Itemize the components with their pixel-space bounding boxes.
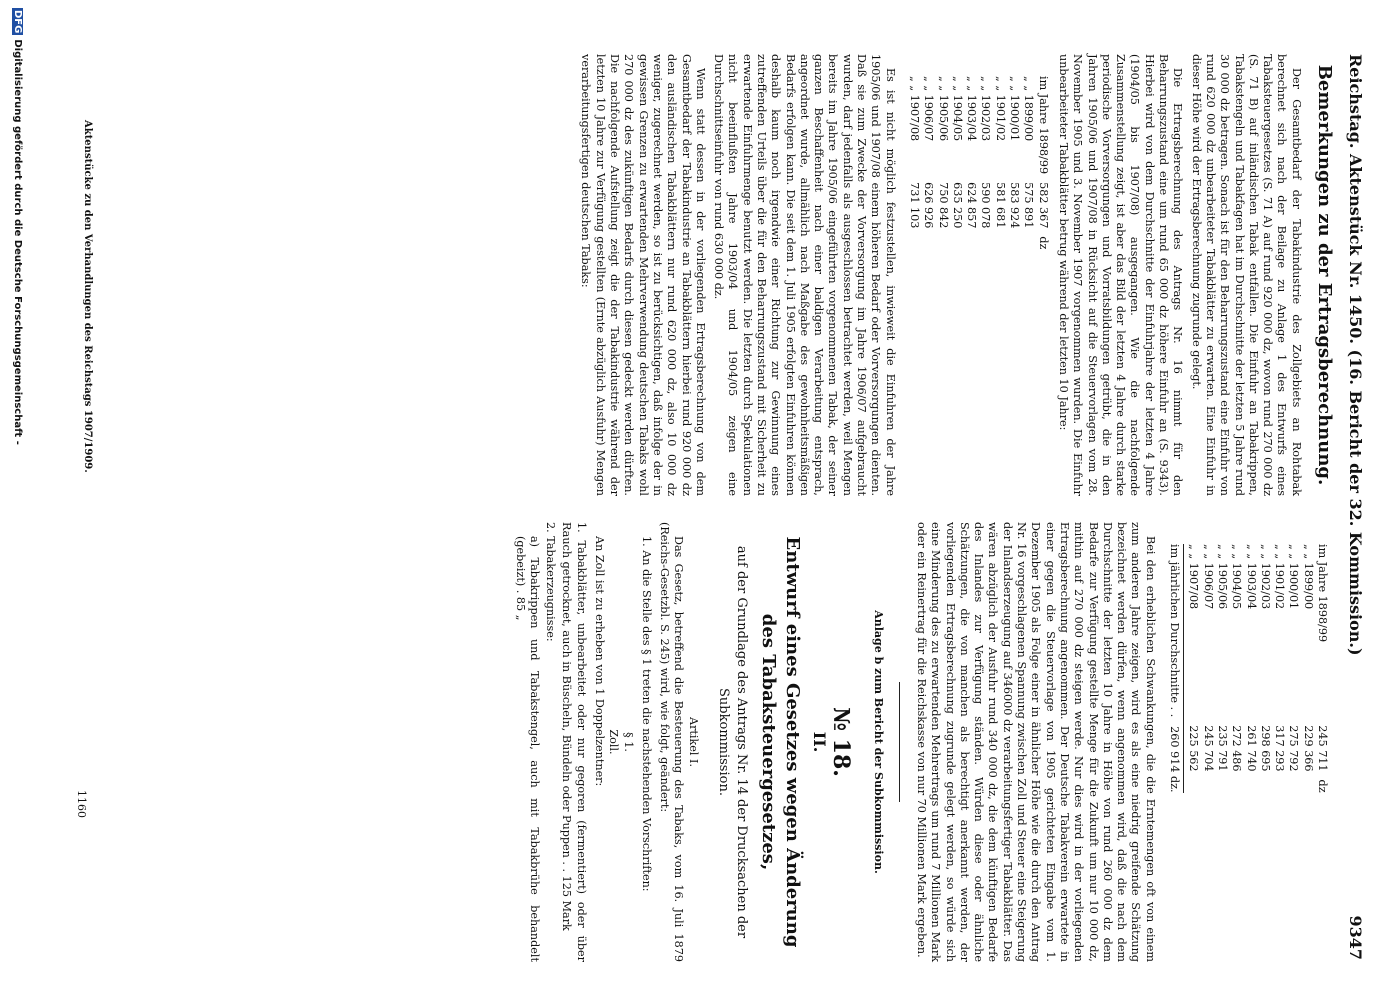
table-row [1300,540,1314,797]
table-cell-label: im Jahre 1898/99 [1036,76,1050,175]
table-row [950,72,964,253]
table-cell-label: „ „ 1906/07 [1201,544,1215,610]
table-row [964,72,978,253]
credit-text: Digitalisierung gefördert durch die Deutsche Forschungsgemeinschaft - [12,39,23,445]
right-column [510,522,1335,962]
table-cell-value: 298 695 [1258,725,1272,772]
table-row [1007,72,1021,253]
paragraph: Wenn statt dessen in der vorliegenden Ertragsberechnung von dem Gesamtbedarf der Tabakindustrie an Tabakblättern hierbei rund 920 000 dz den ausländischen Tabakblättern nur rund 620 000 dz, also 10 000 dz weniger, zugerechnet werden, so ist zu berücksichtigen, daß infolge der in gewissen Grenzen zu erwartenden Mehrverwendung deutschen Tabaks wohl 270 000 dz des zukünftigen Bedarfs durch diesen gedeckt werden dürften. Die nachfolgende Aufstellung zeigt die der Tabakindustrie während der letzten 10 Jahre zur Verfügung gestellten (Ernte abzüglich Ausfuhr) Mengen verarbeitungsfertigen deutschen Tabaks: [579,54,707,496]
table-cell-label: „ „ 1907/08 [907,76,921,142]
table-cell-label: „ „ 1907/08 [1187,544,1201,610]
table-row [1215,540,1229,797]
table-cell-value: 581 681 [993,182,1007,229]
table-cell-value: 590 078 [979,182,993,229]
table-row [1035,72,1049,253]
dfg-logo: DFG [12,10,23,34]
paragraph: Es ist nicht möglich festzustellen, inwieweit die Einfuhren der Jahre 1905/06 und 1907/08 einem höheren Bedarf oder Vorversorgungen dienten. Daß sie zum Zwecke der Vorversorgung im Jahre 1906/07 aufgebraucht wurden, darf jedenfalls als ausgeschlossen betrachtet werden, weil Mengen bereits im Jahre 1905/06 eingeführten vorgenommenen Tabak, der seiner ganzen Beschaffenheit nach einer baldigen Verarbeitung entsprach, angeordnet wurde, allmählich nach Maßgabe des gewohnheitsmäßigen Bedarfs erfolgen kann. Die seit dem 1. Juli 1905 erfolgten Einfuhren können deshalb kaum noch irgendwie einer Richtung zur Gewinnung eines zutreffenden Urteils über die für den Beharrungszustand mit Sicherheit zu erwartende Einfuhrmenge benutzt werden. Die letzten durch Spekulationen nicht beeinflußten Jahre 1903/04 und 1904/05 zeigen eine Durchschnittseinfuhr von rund 630 000 dz. [712,54,897,496]
table-cell-unit [992,232,1006,253]
table-cell-value: 750 842 [936,182,950,229]
table-cell-unit [1186,776,1200,797]
table-cell-label: „ „ 1899/00 [1301,544,1315,610]
table-row [1315,540,1329,797]
annex-label: Anlage b zum Bericht der Subkommission. [871,610,885,874]
table-cell-label: „ „ 1902/03 [1258,544,1272,610]
running-header: Reichstag. Aktenstück Nr. 1450. (16. Bericht der 32. Kommission.) [1346,54,1365,656]
table-cell-unit [1229,776,1243,797]
average-value: 260 914 dz. [1168,726,1182,793]
table-cell-value: 575 891 [1022,182,1036,229]
table-row [1272,540,1286,797]
table-cell-value: 731 103 [907,182,921,229]
table-cell-label: „ „ 1903/04 [965,76,979,142]
table-cell-unit: dz [1036,236,1050,250]
table-cell-unit [1258,776,1272,797]
table-cell-label: „ „ 1905/06 [936,76,950,142]
table-row [921,72,935,253]
table-row [1186,540,1200,797]
table-cell-value: 624 857 [965,182,979,229]
table-cell-value: 626 926 [922,182,936,229]
table-cell-value: 261 740 [1244,725,1258,772]
table-row [1200,540,1214,797]
table-cell-value: 275 792 [1287,725,1301,772]
table-row [1258,540,1272,797]
table-cell-unit [1243,776,1257,797]
list-item: 1. Tabakblätter, unbearbeitet oder nur gegoren (fermentiert) oder über Rauch getrocknet, auch in Büscheln, Bündeln oder Puppen . . 125 Mark [560,522,588,962]
table-cell-label: „ „ 1903/04 [1244,544,1258,610]
table-cell-unit [935,232,949,253]
paragraph: Die Ertragsberechnung des Antrags Nr. 16 nimmt für den Beharrungszustand eine um rund 65 000 dz höhere Einfuhr an (S. 9343). Hierbei wird von dem Durchschnitte der Einfuhrjahre der letzten 4 Jahre (1904/05 bis 1907/08) ausgegangen. Wie die nachfolgende Zusammenstellung zeigt, ist aber das Bild der letzten 4 Jahre durch starke periodische Vorversorgungen und Vorratsbildungen getrübt, die in den Jahren 1905/06 und 1907/08 in Rücksicht auf die Steuervorlagen vom 28. November 1905 und 3. November 1907 vorgenommen wurden. Die Einfuhr unbearbeiteter Tabakblätter betrug während der letzten 10 Jahre: [1056,54,1185,496]
table-cell-value: 583 924 [1008,182,1022,229]
table-cell-value: 245 704 [1201,725,1215,772]
page-number-top: 9347 [1346,915,1365,960]
table-cell-label: „ „ 1900/01 [1008,76,1022,142]
section-heading: Zoll. [607,729,621,755]
paragraph: An Zoll ist zu erheben von 1 Doppelzentner: [593,536,607,787]
table-row [935,72,949,253]
paragraph: Der Gesamtbedarf der Tabakindustrie des Zollgebiets an Rohtabak berechnet sich nach der Beilage zu Anlage 1 des Entwurfs eines Tabaksteuergesetzes (S. 71 A) auf rund 920 000 dz, wovon rund 270 000 dz (S. 71 B) auf inländischen Tabak entfallen. Die Einfuhr an Tabakrippen, Tabakstengeln und Tabakfagen hat im Durchschnitte der letzten 5 Jahre rund 30 000 dz betragen. Sonach ist für den Beharrungszustand eine Einfuhr von rund 620 000 dz unbearbeiteter Tabakblätter zu erwarten. Eine Einfuhr in dieser Höhe wird der Ertragsberechnung zugrunde gelegt. [1189,54,1303,496]
table-cell-value: 229 366 [1301,725,1315,772]
table-cell-value: 225 562 [1187,725,1201,772]
table-cell-unit [1286,776,1300,797]
section-sign: § 1. [621,732,635,752]
table-cell-label: „ „ 1901/02 [1273,544,1287,610]
bill-subtitle: auf der Grundlage des Antrags Nr. 14 der Drucksachen der Subkommission. [715,545,749,939]
table-row [907,72,921,253]
table-cell-unit [1007,232,1021,253]
table-cell-unit [921,232,935,253]
roman-number: II. [810,731,830,753]
table-cell-unit [907,232,921,253]
digitization-credit [12,8,23,445]
table-cell-label: „ „ 1901/02 [993,76,1007,142]
table-row [978,72,992,253]
page-number-bottom: 1160 [75,790,88,818]
table-row [992,72,1006,253]
table-cell-label: „ „ 1900/01 [1287,544,1301,610]
table-cell-value: 235 791 [1215,725,1229,772]
paragraph: Bei den erheblichen Schwankungen, die die Erntemengen oft von einem zum anderen Jahre zeigen, wird es als eine niedrig greifende Schätzung bezeichnet werden dürfen, wenn angenommen wird, daß die nach dem Durchschnitte der letzten 10 Jahre in Höhe von rund 260 000 dz dem Bedarfe zur Verfügung gestellte Menge für die Zukunft um nur 10 000 dz, mithin auf 270 000 dz steigen werde. Nur dies wird in der vorliegenden Ertragsberechnung angenommen. Der Deutsche Tabakverein erwartete in einer gegen die Steuervorlage von 1905 gerichteten Eingabe vom 1. Dezember 1905 als Folge einer in ähnlicher Höhe wie die durch den Antrag Nr. 16 vorgeschlagenen Spannung zwischen Zoll und Steuer eine Steigerung der Inlandserzeugung auf 346000 dz verarbeitungsfertiger Tabakblätter. Das wären abzüglich der Ausfuhr rund 340 000 dz, die dem künftigen Bedarfe des Inlandes zur Verfügung ständen. Würden diese oder ähnliche Schätzungen, die von manchen als berechtigt anerkannt werden, der vorliegenden Ertragsberechnung zugrunde gelegt werden, so würde sich eine Minderung des zu erwartenden Mehrertrags um rund 7 Millionen Mark oder ein Reinertrag für die Reichskasse von nur 70 Millionen Mark ergeben. [914,522,1157,962]
table-cell-value: 635 250 [950,182,964,229]
table-cell-unit [1300,776,1314,797]
table-cell-label: „ „ 1906/07 [922,76,936,142]
bill-title: Entwurf eines Gesetzes wegen Änderung des Tabaksteuergesetzes, [757,536,803,948]
table-cell-unit [964,232,978,253]
section-title: Bemerkungen zu der Ertragsberechnung. [1314,64,1335,486]
table-cell-unit [978,232,992,253]
article-heading: Artikel I. [686,716,700,767]
table-cell-value: 272 486 [1230,725,1244,772]
table-cell-unit [950,232,964,253]
average-label: im jährlichen Durchschnitte . . [1168,544,1182,718]
table-cell-label: „ „ 1904/05 [950,76,964,142]
document-number: № 18. [828,707,855,777]
table-cell-unit: dz [1316,779,1329,793]
table-cell-label: „ „ 1902/03 [979,76,993,142]
table-cell-value: 582 367 [1036,182,1050,229]
table-row [1243,540,1257,797]
footer-note: Aktenstücke zu den Verhandlungen des Reichstags 1907/1909. [82,120,93,473]
table-row [1286,540,1300,797]
table-row [1229,540,1243,797]
paragraph: Das Gesetz, betreffend die Besteuerung des Tabaks, vom 16. Juli 1879 (Reichs-Gesetzbl. S. 245) wird, wie folgt, geändert: [658,522,686,962]
table-cell-value: 317 293 [1273,725,1287,772]
table-cell-label: „ „ 1904/05 [1230,544,1244,610]
table-row [1021,72,1035,253]
left-column [574,54,1335,496]
table-cell-label: „ „ 1899/00 [1022,76,1036,142]
table-cell-value: 245 711 [1316,725,1329,772]
table-cell-label: im Jahre 1898/99 [1316,544,1329,643]
domestic-table [1167,540,1329,797]
table-cell-unit [1021,232,1035,253]
list-item: a) Tabakrippen und Tabakstengel, auch mit Tabakbrühe behandelt (gebeizt) . 85 „ [513,536,541,962]
table-cell-unit [1200,776,1214,797]
divider [899,682,900,802]
table-cell-label: „ „ 1905/06 [1215,544,1229,610]
import-table [907,72,1050,253]
paragraph: 1. An die Stelle des § 1 treten die nachstehenden Vorschriften: [639,536,653,892]
table-cell-unit [1215,776,1229,797]
list-item: 2. Tabakerzeugnisse: [544,522,558,642]
table-cell-unit [1272,776,1286,797]
